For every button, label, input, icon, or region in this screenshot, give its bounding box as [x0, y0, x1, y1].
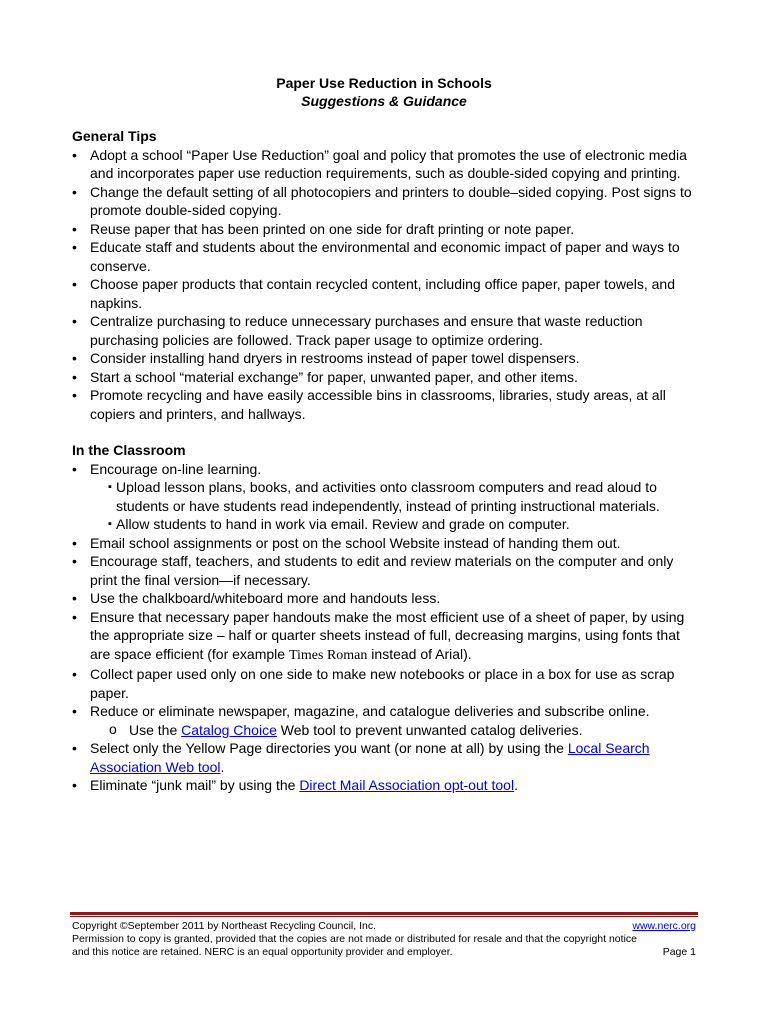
item-text-part: . — [220, 758, 225, 775]
list-item — [72, 349, 698, 368]
general-tips-list — [72, 146, 698, 424]
list-item — [72, 534, 698, 553]
list-item-text: Collect paper used only on one side to make new notebooks or place in a box for use as scrap paper. — [90, 666, 675, 701]
list-item-text: Use the chalkboard/whiteboard more and handouts less. — [90, 590, 441, 606]
list-item — [72, 702, 698, 721]
list-item — [72, 368, 698, 387]
bullet-icon: • — [72, 387, 77, 403]
list-item — [72, 312, 698, 349]
item-text-part: . — [514, 777, 518, 793]
list-item-text: Reuse paper that has been printed on one side for draft printing or note paper. — [90, 220, 575, 237]
item-text-part: Web tool to prevent unwanted catalog deliveries. — [276, 721, 583, 738]
bullet-icon: • — [72, 146, 77, 163]
item-text-part: Ensure that necessary paper handouts make the most efficient use of a sheet of paper, by using the appropriate size – half or quarter sheets instead of full, decreasing margins, using fonts that are space efficient (for example — [90, 608, 685, 662]
bullet-icon: • — [72, 666, 77, 682]
circle-bullet-icon: o — [109, 720, 117, 737]
list-item-text: Centralize purchasing to reduce unnecessary purchases and ensure that waste reduction purchasing policies are followed. Track paper usage to optimize ordering. — [90, 313, 643, 348]
classroom-list — [72, 460, 698, 479]
font-example: Times Roman — [288, 647, 368, 663]
list-item — [72, 739, 698, 776]
item-text-part: Select only the Yellow Page directories you want (or none at all) by using the — [90, 740, 568, 756]
online-learning-sublist — [72, 478, 698, 534]
bullet-icon: • — [72, 460, 77, 477]
document-body — [72, 127, 698, 795]
list-item — [72, 460, 698, 479]
bullet-icon: • — [72, 608, 77, 625]
item-text-part: Use the — [129, 721, 182, 738]
permission-text: Permission to copy is granted, provided that the copies are not made or distributed for resale and that the copyright notice — [72, 933, 637, 945]
bullet-icon: • — [72, 534, 77, 551]
copyright-text: Copyright ©September 2011 by Northeast Recycling Council, Inc. — [72, 920, 377, 932]
square-bullet-icon: ▪ — [108, 481, 112, 493]
section-heading-classroom: In the Classroom — [72, 442, 186, 458]
list-item — [72, 665, 698, 702]
bullet-icon: • — [72, 276, 77, 292]
footer-divider-thin — [70, 916, 698, 917]
list-item-text: Educate staff and students about the environmental and economic impact of paper and ways to conserve. — [90, 239, 680, 274]
page-number: Page 1 — [662, 946, 696, 958]
local-search-link[interactable]: Local Search Association Web tool — [90, 740, 650, 775]
classroom-list-cont — [72, 534, 698, 721]
direct-mail-link[interactable]: Direct Mail Association opt-out tool — [299, 777, 515, 793]
title-block — [0, 74, 768, 110]
bullet-icon: • — [72, 740, 77, 756]
sub-list-item — [72, 721, 698, 740]
sub-item-text: Upload lesson plans, books, and activities onto classroom computers and read aloud to students or have students read independently, instead of printing instructional materials. — [116, 479, 660, 514]
list-item-text: Consider installing hand dryers in restrooms instead of paper towel dispensers. — [90, 350, 580, 366]
document-title: Paper Use Reduction in Schools — [276, 75, 492, 91]
bullet-icon: • — [72, 220, 77, 237]
list-item — [72, 589, 698, 608]
section-heading-general: General Tips — [72, 128, 157, 144]
classroom-list-end — [72, 739, 698, 795]
bullet-icon: • — [72, 703, 77, 719]
bullet-icon: • — [72, 368, 77, 385]
list-item-text — [90, 609, 684, 662]
item-text-part: Eliminate “junk mail” by using the — [90, 777, 300, 793]
footer-divider — [70, 912, 698, 915]
list-item-text: Change the default setting of all photocopiers and printers to double–sided copying. Post signs to promote double-sided copying. — [90, 183, 692, 218]
list-item — [72, 386, 698, 423]
sub-list-item — [72, 515, 698, 534]
list-item — [72, 776, 698, 795]
list-item-text: Choose paper products that contain recycled content, including office paper, paper towels, and napkins. — [90, 276, 676, 311]
list-item-text: Start a school “material exchange” for paper, unwanted paper, and other items. — [90, 368, 578, 385]
list-item-text: Encourage staff, teachers, and students to edit and review materials on the computer and only print the final version—if necessary. — [90, 553, 674, 588]
bullet-icon: • — [72, 553, 77, 569]
website-link[interactable]: www.nerc.org — [632, 920, 696, 932]
permission-text-2: and this notice are retained. NERC is an equal opportunity provider and employer. — [72, 946, 453, 958]
item-text-part: instead of Arial). — [367, 645, 472, 662]
list-item — [72, 238, 698, 275]
list-item — [72, 275, 698, 312]
document-subtitle: Suggestions & Guidance — [301, 93, 467, 109]
list-item-text: Adopt a school “Paper Use Reduction” goal and policy that promotes the use of electronic media and incorporates paper use reduction requirements, such as double-sided copying and printing. — [90, 146, 687, 181]
bullet-icon: • — [72, 777, 77, 793]
page-footer — [72, 920, 696, 959]
list-item — [72, 220, 698, 239]
bullet-icon: • — [72, 239, 77, 255]
list-item-text: Reduce or eliminate newspaper, magazine, and catalogue deliveries and subscribe online. — [90, 703, 650, 719]
list-item — [72, 608, 698, 666]
bullet-icon: • — [72, 590, 77, 606]
bullet-icon: • — [72, 313, 77, 329]
list-item — [72, 146, 698, 183]
list-item-text: Promote recycling and have easily accessible bins in classrooms, libraries, study areas, at all copiers and printers, and hallways. — [90, 387, 666, 422]
list-item — [72, 552, 698, 589]
catalog-choice-link[interactable]: Catalog Choice — [181, 721, 277, 738]
list-item-text: Email school assignments or post on the school Website instead of handing them out. — [90, 534, 621, 551]
catalog-sublist — [72, 721, 698, 740]
bullet-icon: • — [72, 183, 77, 200]
bullet-icon: • — [72, 350, 77, 366]
list-item-text: Encourage on-line learning. — [90, 460, 262, 477]
list-item — [72, 183, 698, 220]
square-bullet-icon: ▪ — [108, 518, 112, 530]
sub-list-item — [72, 478, 698, 515]
sub-item-text: Allow students to hand in work via email. Review and grade on computer. — [116, 516, 570, 532]
